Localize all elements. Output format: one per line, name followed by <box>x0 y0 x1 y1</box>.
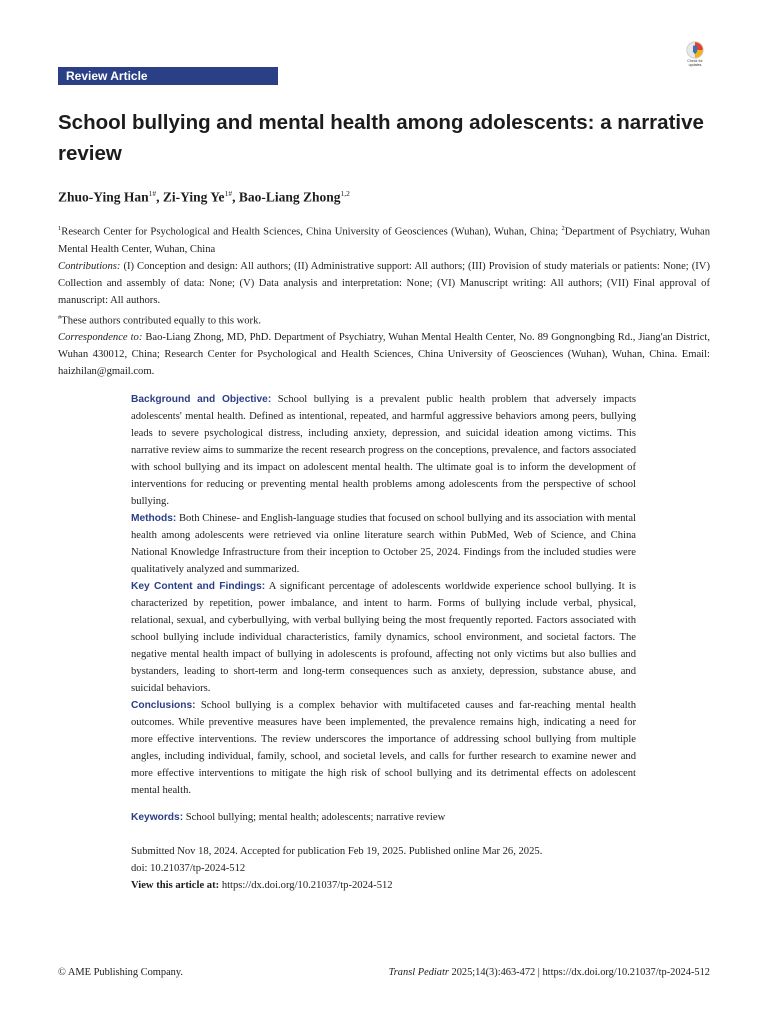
abstract-conclusions <box>131 697 636 799</box>
equal-contribution-mark: # <box>58 313 62 321</box>
key-content-label: Key Content and Findings: <box>131 581 266 592</box>
submission-info <box>131 843 691 894</box>
badge-text-line1: Check for <box>687 59 703 63</box>
citation-text[interactable]: 2025;14(3):463-472 | https://dx.doi.org/10.21037/tp-2024-512 <box>451 967 710 978</box>
badge-text-line2: updates <box>688 63 702 67</box>
check-for-updates-icon <box>686 41 704 59</box>
key-content-text: A significant percentage of adolescents worldwide experience school bullying. It is characterized by repetition, power imbalance, and intent to harm. Forms of bullying include verbal, physical, relational, sexual, and cyberbullying, with verbal bullying being the most frequently reported. Factors associated with school bullying include individual characteristics, family dynamics, school environment, and societal factors. The negative mental health impact of bullying in adolescents is profound, affecting not only victims but also bullies and bystanders, leading to short-term and long-term consequences such as anxiety, depression, substance abuse, and suicidal behaviors. <box>131 581 636 694</box>
methods-label: Methods: <box>131 513 177 524</box>
view-article-link[interactable]: https://dx.doi.org/10.21037/tp-2024-512 <box>221 880 393 891</box>
journal-name: Transl Pediatr <box>388 967 449 978</box>
author-name: Bao-Liang Zhong <box>238 189 341 205</box>
keywords-text: School bullying; mental health; adolescents; narrative review <box>185 812 446 823</box>
author-name: Zi-Ying Ye <box>162 189 225 205</box>
view-article-label: View this article at: <box>131 880 220 891</box>
author-sup: 1,2 <box>340 189 350 198</box>
correspondence-text: Bao-Liang Zhong, MD, PhD. Department of Psychiatry, Wuhan Mental Health Center, No. 89 Gongnongbing Rd., Jiang'an District, Wuhan 430012, China; Research Center for Psychological and Health Sciences, China University of Geosciences (Wuhan), Wuhan, China. Email: haizhilan@gmail.com. <box>58 332 711 378</box>
citation-footer <box>389 966 710 980</box>
front-matter <box>58 220 710 380</box>
contributions <box>58 258 710 309</box>
affiliation-sup: 1 <box>58 225 62 232</box>
check-for-updates-badge[interactable] <box>680 41 710 71</box>
abstract-methods <box>131 510 636 578</box>
affiliation-2: Department of Psychiatry, Wuhan Mental Health Center, Wuhan, China <box>58 226 711 255</box>
affiliation-sup: 2 <box>561 225 565 232</box>
correspondence <box>58 329 710 380</box>
keywords-label: Keywords: <box>131 812 184 823</box>
article-type-banner <box>58 67 278 85</box>
doi[interactable]: doi: 10.21037/tp-2024-512 <box>131 863 246 874</box>
submission-dates: Submitted Nov 18, 2024. Accepted for publication Feb 19, 2025. Published online Mar 26, 2025. <box>131 846 543 857</box>
correspondence-label: Correspondence to: <box>58 332 143 344</box>
background-label: Background and Objective: <box>131 394 272 405</box>
abstract-key-content <box>131 578 636 697</box>
author-list: Zhuo-Ying Han$^{1\#}$, Zi-Ying $Ye^{1\#}$, Bao-Liang Zhong$^{1,2}$ <box>58 189 350 205</box>
author-name: Zhuo-Ying Han <box>58 189 149 205</box>
contributions-label: Contributions: <box>58 260 121 272</box>
author-sup: 1# <box>148 189 157 198</box>
view-article <box>131 877 691 894</box>
article-type-label: Review Article <box>66 69 148 83</box>
conclusions-text: School bullying is a complex behavior with multifaceted causes and far-reaching mental health outcomes. While preventive measures have been implemented, the prevalence remains high, indicating a need for more effective interventions. The review underscores the importance of addressing school bullying from multiple angles, including individual, family, school, and societal levels, and calls for further research to examine newer and more effective interventions to mitigate the high risk of school bullying and its detrimental effects on adolescent mental health. <box>131 700 636 796</box>
contributions-text: (I) Conception and design: All authors; (II) Administrative support: All authors; (III) Provision of study materials or patients: None; (IV) Collection and assembly of data: None; (V) Data analysis and interpretation: None; (VI) Manuscript writing: All authors; (VII) Final approval of manuscript: All authors. <box>58 260 710 306</box>
abstract-keywords <box>131 809 636 826</box>
equal-contribution-text: These authors contributed equally to this work. <box>61 315 262 327</box>
conclusions-label: Conclusions: <box>131 700 196 711</box>
methods-text: Both Chinese- and English-language studies that focused on school bullying and its association with mental health among adolescents were retrieved via online literature search within PubMed, Web of Science, and China National Knowledge Infrastructure from their inception to October 25, 2024. Findings from the included studies were qualitatively analyzed and summarized. <box>131 513 636 575</box>
background-text: School bullying is a prevalent public health problem that adversely impacts adolescents' mental health. Defined as intentional, repeated, and harmful aggressive behaviors among peers, bullying leads to severe psychological distress, including anxiety, depression, and suicidal ideation among victims. This narrative review aims to summarize the recent research progress on the conceptions, prevalence, and factors associated with school bullying and its impact on adolescent mental health. The ultimate goal is to inform the development of interventions for reducing or preventing mental health problems among adolescents from the perspective of school bullying. <box>131 394 636 507</box>
abstract-background <box>131 391 636 510</box>
abstract <box>131 391 636 826</box>
affiliations <box>58 220 710 258</box>
affiliation-1: Research Center for Psychological and Health Sciences, China University of Geosciences (Wuhan), Wuhan, China; <box>61 226 559 238</box>
publisher-footer: © AME Publishing Company. <box>58 967 183 978</box>
author-sup: 1# <box>224 189 233 198</box>
article-title: School bullying and mental health among adolescents: a narrative review <box>58 111 704 165</box>
equal-contribution-note <box>58 309 710 330</box>
